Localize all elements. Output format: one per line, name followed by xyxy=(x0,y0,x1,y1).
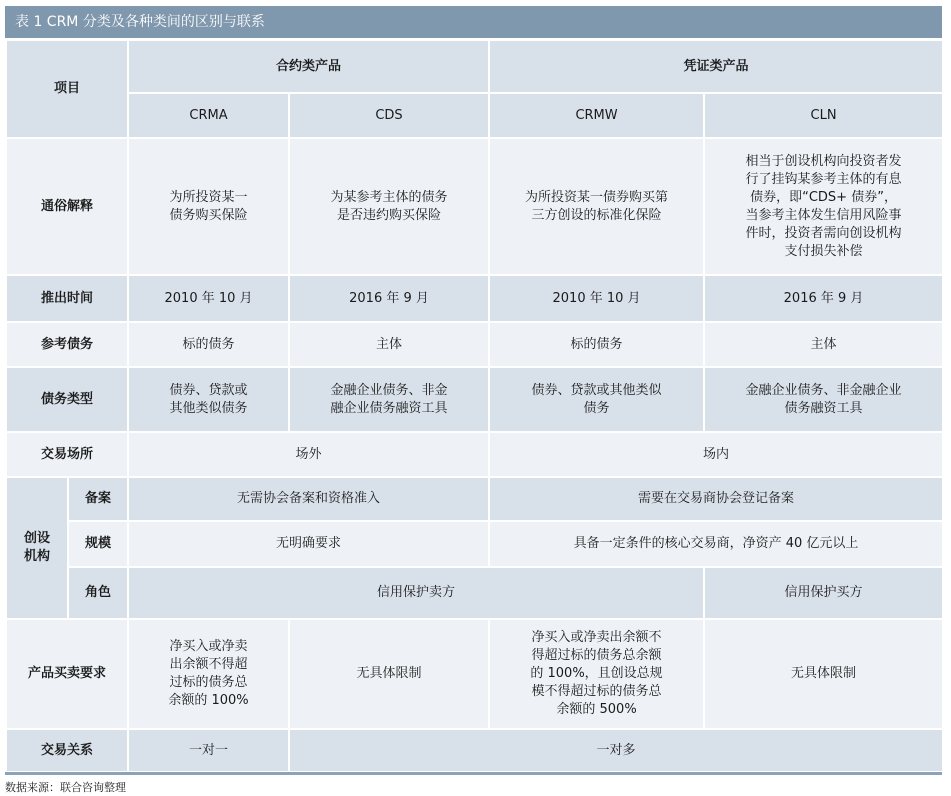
cell-launch-time-cds: 2016 年 9 月 xyxy=(289,275,489,322)
cell-explanation-cds: 为某参考主体的债务 是否违约购买保险 xyxy=(289,138,489,275)
cell-debt-type-crma: 债券、贷款或 其他类似债务 xyxy=(128,367,289,432)
cell-reference-debt-cln: 主体 xyxy=(704,322,943,367)
row-label-trading-req: 产品买卖要求 xyxy=(6,619,128,729)
cell-scale-contract: 无明确要求 xyxy=(128,521,489,567)
cell-launch-time-cln: 2016 年 9 月 xyxy=(704,275,943,322)
table-bottom-rule xyxy=(5,772,942,775)
cell-explanation-crmw: 为所投资某一债券购买第 三方创设的标准化保险 xyxy=(489,138,704,275)
cell-reference-debt-crmw: 标的债务 xyxy=(489,322,704,367)
crm-comparison-table xyxy=(5,39,944,773)
table-row-debt-type xyxy=(6,367,943,432)
cell-reference-debt-cds: 主体 xyxy=(289,322,489,367)
header-group-contract: 合约类产品 xyxy=(128,40,489,93)
header-product-cln: CLN xyxy=(704,93,943,138)
cell-trading-req-crma: 净买入或净卖 出余额不得超 过标的债务总 余额的 100% xyxy=(128,619,289,729)
row-label-scale: 规模 xyxy=(68,521,128,567)
table-title: 表 1 CRM 分类及各种类间的区别与联系 xyxy=(5,6,942,38)
cell-filing-contract: 无需协会备案和资格准入 xyxy=(128,477,489,521)
row-label-launch-time: 推出时间 xyxy=(6,275,128,322)
data-source-note: 数据来源：联合咨询整理 xyxy=(5,781,126,794)
table-row-filing xyxy=(6,477,943,521)
header-product-crma: CRMA xyxy=(128,93,289,138)
row-label-explanation: 通俗解释 xyxy=(6,138,128,275)
cell-relation-crma: 一对一 xyxy=(128,729,289,772)
table-row-relation xyxy=(6,729,943,772)
cell-debt-type-crmw: 债券、贷款或其他类似 债务 xyxy=(489,367,704,432)
table-row-venue xyxy=(6,432,943,477)
cell-role-seller: 信用保护卖方 xyxy=(128,567,704,619)
table-row-scale xyxy=(6,521,943,567)
cell-venue-voucher: 场内 xyxy=(489,432,943,477)
row-label-relation: 交易关系 xyxy=(6,729,128,772)
header-product-cds: CDS xyxy=(289,93,489,138)
cell-reference-debt-crma: 标的债务 xyxy=(128,322,289,367)
row-label-reference-debt: 参考债务 xyxy=(6,322,128,367)
cell-debt-type-cds: 金融企业债务、非金 融企业债务融资工具 xyxy=(289,367,489,432)
row-label-filing: 备案 xyxy=(68,477,128,521)
table-row-reference-debt xyxy=(6,322,943,367)
row-label-role: 角色 xyxy=(68,567,128,619)
table-row-trading-req xyxy=(6,619,943,729)
header-row-groups xyxy=(6,40,943,93)
cell-explanation-crma: 为所投资某一 债务购买保险 xyxy=(128,138,289,275)
row-label-creator: 创设 机构 xyxy=(6,477,68,619)
table-row-explanation xyxy=(6,138,943,275)
cell-role-buyer: 信用保护买方 xyxy=(704,567,943,619)
cell-relation-others: 一对多 xyxy=(289,729,943,772)
cell-trading-req-cln: 无具体限制 xyxy=(704,619,943,729)
cell-explanation-cln: 相当于创设机构向投资者发 行了挂钩某参考主体的有息 债券，即“CDS+ 债券”， 当参考主体发生信用风险事 件时，投资者需向创设机构 支付损失补偿 xyxy=(704,138,943,275)
table-row-launch-time xyxy=(6,275,943,322)
header-product-crmw: CRMW xyxy=(489,93,704,138)
row-label-venue: 交易场所 xyxy=(6,432,128,477)
cell-debt-type-cln: 金融企业债务、非金融企业 债务融资工具 xyxy=(704,367,943,432)
header-item: 项目 xyxy=(6,40,128,138)
table-row-role xyxy=(6,567,943,619)
cell-trading-req-cds: 无具体限制 xyxy=(289,619,489,729)
cell-scale-voucher: 具备一定条件的核心交易商，净资产 40 亿元以上 xyxy=(489,521,943,567)
cell-launch-time-crma: 2010 年 10 月 xyxy=(128,275,289,322)
cell-filing-voucher: 需要在交易商协会登记备案 xyxy=(489,477,943,521)
header-group-voucher: 凭证类产品 xyxy=(489,40,943,93)
cell-venue-contract: 场外 xyxy=(128,432,489,477)
row-label-debt-type: 债务类型 xyxy=(6,367,128,432)
cell-launch-time-crmw: 2010 年 10 月 xyxy=(489,275,704,322)
cell-trading-req-crmw: 净买入或净卖出余额不 得超过标的债务总余额 的 100%，且创设总规 模不得超过标的债务总 余额的 500% xyxy=(489,619,704,729)
header-row-products xyxy=(6,93,943,138)
